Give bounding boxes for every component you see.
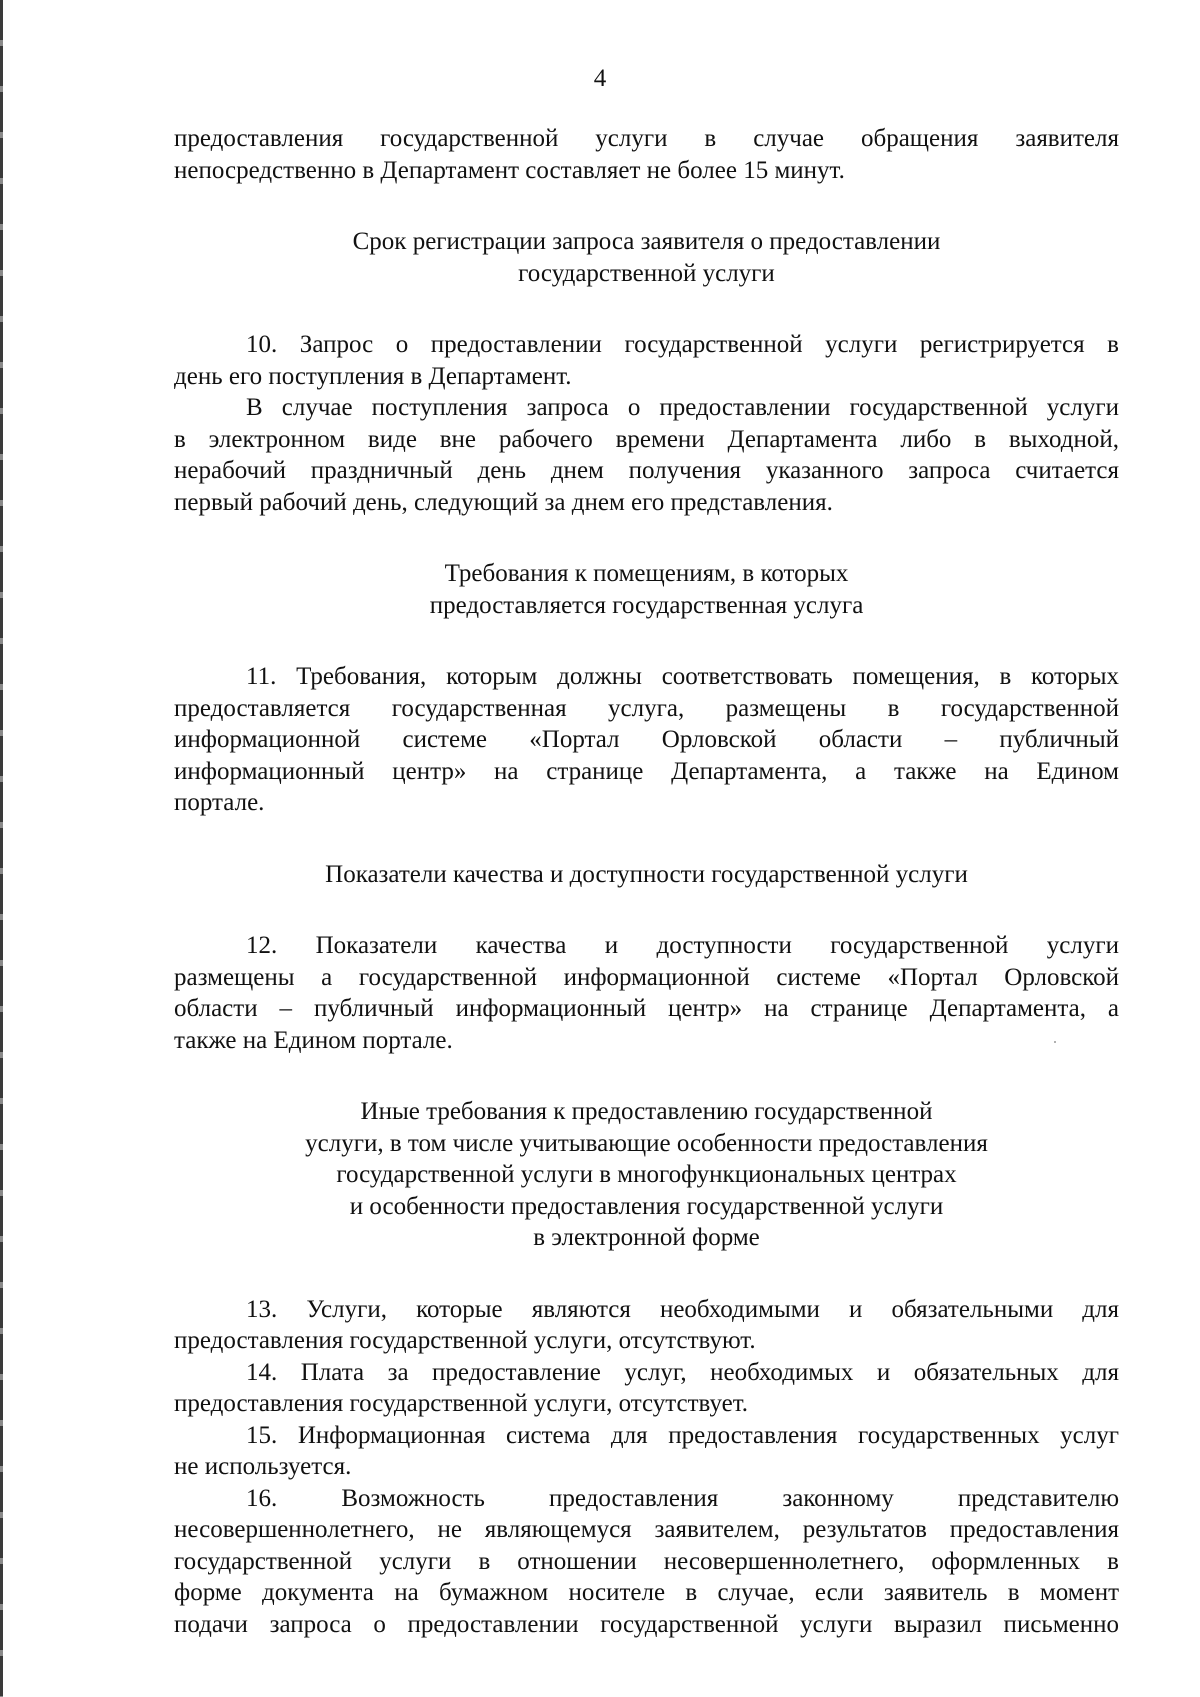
- heading-line: Иные требования к предоставлению государственной: [360, 1098, 933, 1125]
- paragraph-11: [174, 661, 1119, 819]
- text-line: области – публичный информационный центр» на странице Департамента, а: [174, 995, 1119, 1022]
- text-line: 14. Плата за предоставление услуг, необходимых и обязательных для: [246, 1358, 1119, 1386]
- text-line: портале.: [174, 789, 265, 816]
- paragraph-16: [174, 1483, 1119, 1641]
- text-line: нерабочий праздничный день днем получения указанного запроса считается: [174, 457, 1119, 484]
- text-line: в электронном виде вне рабочего времени Департамента либо в выходной,: [174, 425, 1119, 453]
- text-line: информационный центр» на странице Департамента, а также на Едином: [174, 757, 1119, 785]
- text-line: государственной услуги в отношении несовершеннолетнего, оформленных в: [174, 1547, 1119, 1575]
- text-line: 15. Информационная система для предоставления государственных услуг: [246, 1421, 1119, 1449]
- text-line: форме документа на бумажном носителе в случае, если заявитель в момент: [174, 1579, 1119, 1606]
- text-line: день его поступления в Департамент.: [174, 362, 572, 390]
- text-line: также на Едином портале.: [174, 1026, 453, 1054]
- text-line: предоставления государственной услуги, отсутствуют.: [174, 1327, 756, 1354]
- section-heading-premises: [174, 558, 1119, 621]
- heading-line: Требования к помещениям, в которых: [444, 560, 849, 587]
- paragraph-12: [174, 930, 1119, 1056]
- heading-line: услуги, в том числе учитывающие особенности предоставления: [305, 1129, 988, 1157]
- text-line: 13. Услуги, которые являются необходимыми и обязательными для: [246, 1295, 1119, 1323]
- text-line: предоставления государственной услуги, отсутствует.: [174, 1390, 749, 1417]
- paragraph-15: [174, 1420, 1119, 1483]
- paragraph-14: [174, 1357, 1119, 1420]
- heading-line: в электронной форме: [533, 1224, 760, 1251]
- text-line: не используется.: [174, 1453, 352, 1480]
- text-line: непосредственно в Департамент составляет не более 15 минут.: [174, 156, 845, 184]
- heading-line: государственной услуги: [518, 259, 775, 287]
- text-line: подачи запроса о предоставлении государственной услуги выразил письменно: [174, 1610, 1119, 1638]
- text-line: несовершеннолетнего, не являющемуся заявителем, результатов предоставления: [174, 1516, 1119, 1543]
- text-line: 11. Требования, которым должны соответствовать помещения, в которых: [246, 663, 1119, 690]
- heading-line: и особенности предоставления государственной услуги: [349, 1192, 944, 1220]
- paragraph-10-continued: [174, 392, 1119, 518]
- heading-line: Показатели качества и доступности государственной услуги: [325, 860, 968, 888]
- text-line: 10. Запрос о предоставлении государственной услуги регистрируется в: [246, 331, 1119, 358]
- section-heading-quality: [174, 859, 1119, 891]
- text-line: В случае поступления запроса о предоставлении государственной услуги: [246, 394, 1119, 421]
- paragraph-13: [174, 1294, 1119, 1357]
- scan-left-edge: [0, 0, 3, 1697]
- text-line: информационной системе «Портал Орловской области – публичный: [174, 726, 1119, 753]
- document-body: [174, 123, 1119, 1640]
- paragraph-10: [174, 329, 1119, 392]
- heading-line: государственной услуги в многофункциональных центрах: [336, 1161, 957, 1188]
- page-number: 4: [593, 65, 607, 92]
- heading-line: Срок регистрации запроса заявителя о предоставлении: [352, 228, 941, 255]
- intro-paragraph: [174, 123, 1119, 186]
- section-heading-other: [174, 1096, 1119, 1254]
- text-line: размещены а государственной информационной системе «Портал Орловской: [174, 963, 1119, 991]
- text-line: 12. Показатели качества и доступности государственной услуги: [246, 932, 1119, 959]
- section-heading-registration: [174, 226, 1119, 289]
- text-line: первый рабочий день, следующий за днем его представления.: [174, 488, 833, 516]
- text-line: предоставления государственной услуги в случае обращения заявителя: [174, 125, 1119, 152]
- text-line: предоставляется государственная услуга, размещены в государственной: [174, 694, 1119, 722]
- heading-line: предоставляется государственная услуга: [429, 591, 864, 619]
- text-line: 16. Возможность предоставления законному представителю: [246, 1484, 1119, 1512]
